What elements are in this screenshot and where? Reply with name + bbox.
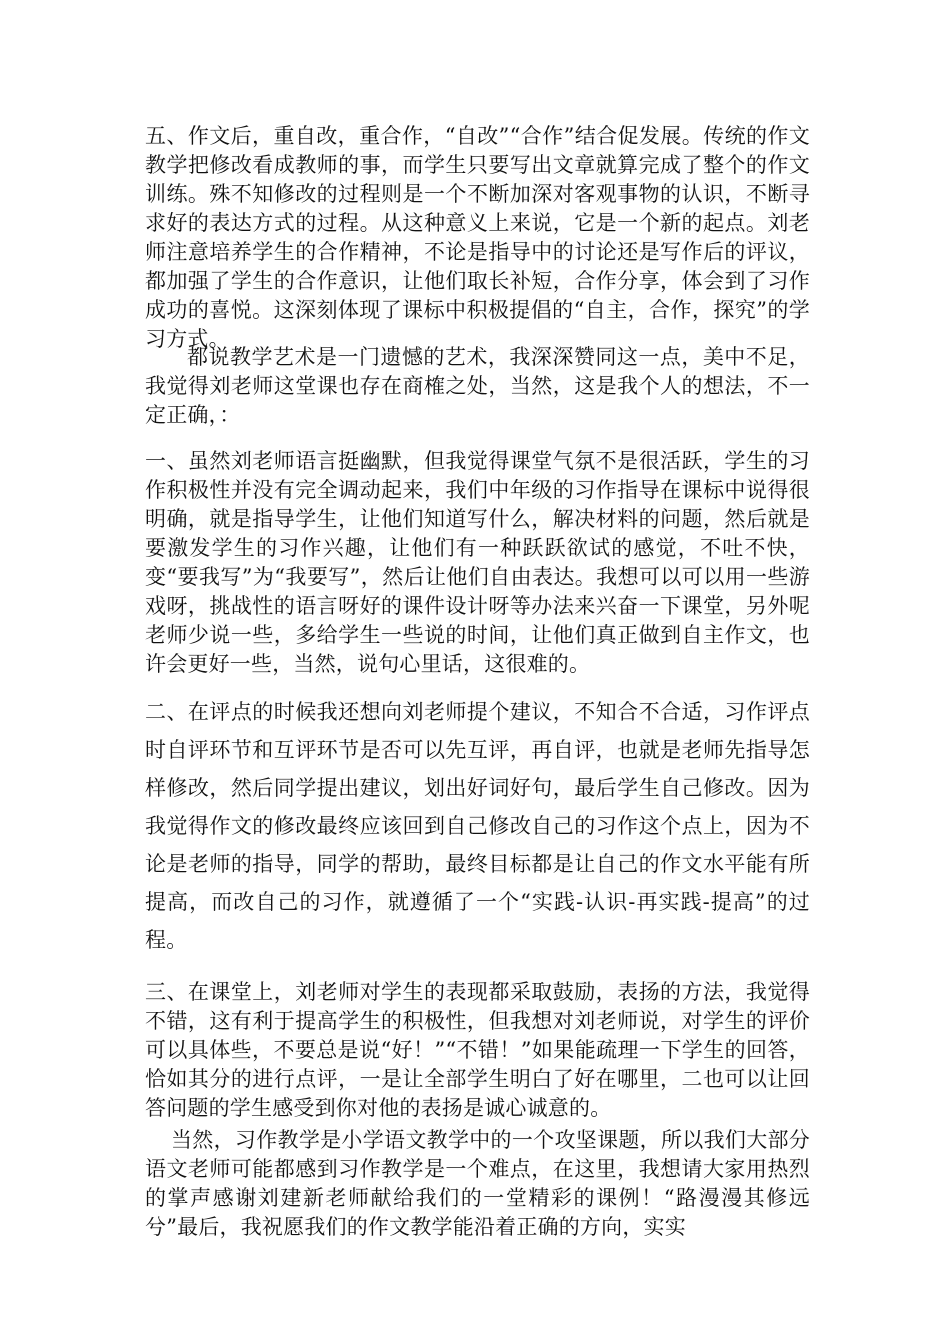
paragraph-suggestion-2: 二、在评点的时候我还想向刘老师提个建议，不知合不合适，习作评点时自评环节和互评环节是否可以先互评，再自评，也就是老师先指导怎样修改，然后同学提出建议，划出好词好句，最后学生自己修改。因为我觉得作文的修改最终应该回到自己修改自己的习作这个点上，因为不论是老师的指导，同学的帮助，最终目标都是让自己的作文水平能有所提高，而改自己的习作，就遵循了一个“实践-认识-再实践-提高”的过程。 [145,700,810,952]
paragraph-suggestion-3: 三、在课堂上，刘老师对学生的表现都采取鼓励，表扬的方法，我觉得不错，这有利于提高学生的积极性，但我想对刘老师说，对学生的评价可以具体些，不要总是说“好！”“不错！”如果能疏理一下学生的回答，恰如其分的进行点评，一是让全部学生明白了好在哪里，二也可以让回答问题的学生感受到你对他的表扬是诚心诚意的。 [145,980,810,1120]
paragraph-teaching-art: 都说教学艺术是一门遗憾的艺术，我深深赞同这一点，美中不足，我觉得刘老师这堂课也存在商榷之处，当然，这是我个人的想法，不一定正确，： [145,345,810,427]
paragraph-5-after-writing: 五、作文后，重自改，重合作，“自改”“合作”结合促发展。传统的作文教学把修改看成教师的事，而学生只要写出文章就算完成了整个的作文训练。殊不知修改的过程则是一个不断加深对客观事物的认识，不断寻求好的表达方式的过程。从这种意义上来说，它是一个新的起点。刘老师注意培养学生的合作精神，不论是指导中的讨论还是写作后的评议，都加强了学生的合作意识，让他们取长补短，合作分享，体会到了习作成功的喜悦。这深刻体现了课标中积极提倡的“自主，合作，探究”的学习方式。 [145,124,810,351]
paragraph-suggestion-1: 一、虽然刘老师语言挺幽默，但我觉得课堂气氛不是很活跃，学生的习作积极性并没有完全调动起来，我们中年级的习作指导在课标中说得很明确，就是指导学生，让他们知道写什么，解决材料的问题，然后就是要激发学生的习作兴趣，让他们有一种跃跃欲试的感觉，不吐不快，变“要我写”为“我要写”，然后让他们自由表达。我想可以可以用一些游戏呀，挑战性的语言呀好的课件设计呀等办法来兴奋一下课堂，另外呢老师少说一些，多给学生一些说的时间，让他们真正做到自主作文，也许会更好一些，当然，说句心里话，这很难的。 [145,449,810,676]
paragraph-conclusion: 当然，习作教学是小学语文教学中的一个攻坚课题，所以我们大部分语文老师可能都感到习作教学是一个难点，在这里，我想请大家用热烈的掌声感谢刘建新老师献给我们的一堂精彩的课例！“路漫漫其修远兮”最后，我祝愿我们的作文教学能沿着正确的方向，实实 [145,1128,810,1239]
